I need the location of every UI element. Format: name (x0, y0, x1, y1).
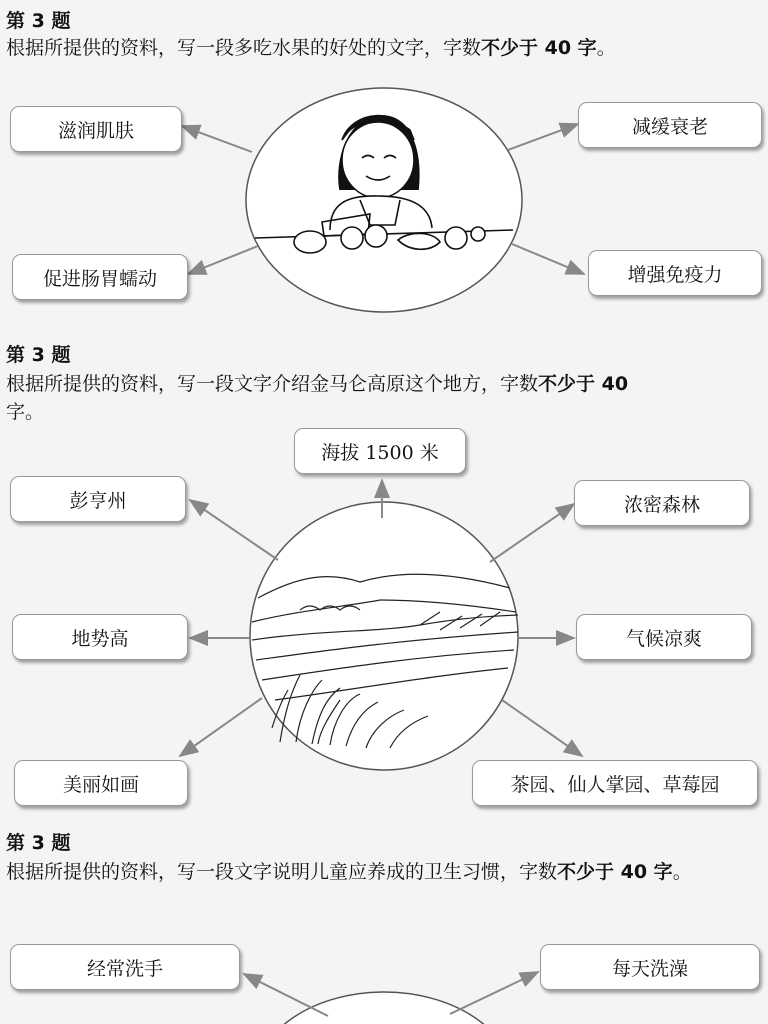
question-prompt-2: 根据所提供的资料，写一段文字介绍金马仑高原这个地方，字数不少于 40 字。 (6, 373, 629, 423)
box-slow-aging: 减缓衰老 (578, 102, 762, 148)
box-gardens: 茶园、仙人掌园、草莓园 (472, 760, 758, 806)
box-altitude: 海拔 1500 米 (294, 428, 466, 474)
question-prompt-3: 根据所提供的资料，写一段文字说明儿童应养成的卫生习惯，字数不少于 40 字。 (6, 861, 692, 883)
box-moisturize-skin: 滋润肌肤 (10, 106, 182, 152)
question-prompt-1: 根据所提供的资料，写一段多吃水果的好处的文字，字数不少于 40 字。 (6, 37, 616, 59)
box-cool-climate: 气候凉爽 (576, 614, 752, 660)
box-wash-hands: 经常洗手 (10, 944, 240, 990)
box-dense-forest: 浓密森林 (574, 480, 750, 526)
hygiene-illustration-circle (254, 992, 514, 1024)
question-title-1: 第 3 题 (6, 10, 71, 32)
question-title-2: 第 3 题 (6, 344, 71, 366)
box-daily-bath: 每天洗澡 (540, 944, 760, 990)
box-immunity: 增强免疫力 (588, 250, 762, 296)
box-digestion: 促进肠胃蠕动 (12, 254, 188, 300)
box-pahang: 彭亨州 (10, 476, 186, 522)
box-picturesque: 美丽如画 (14, 760, 188, 806)
box-high-terrain: 地势高 (12, 614, 188, 660)
question-title-3: 第 3 题 (6, 832, 71, 854)
